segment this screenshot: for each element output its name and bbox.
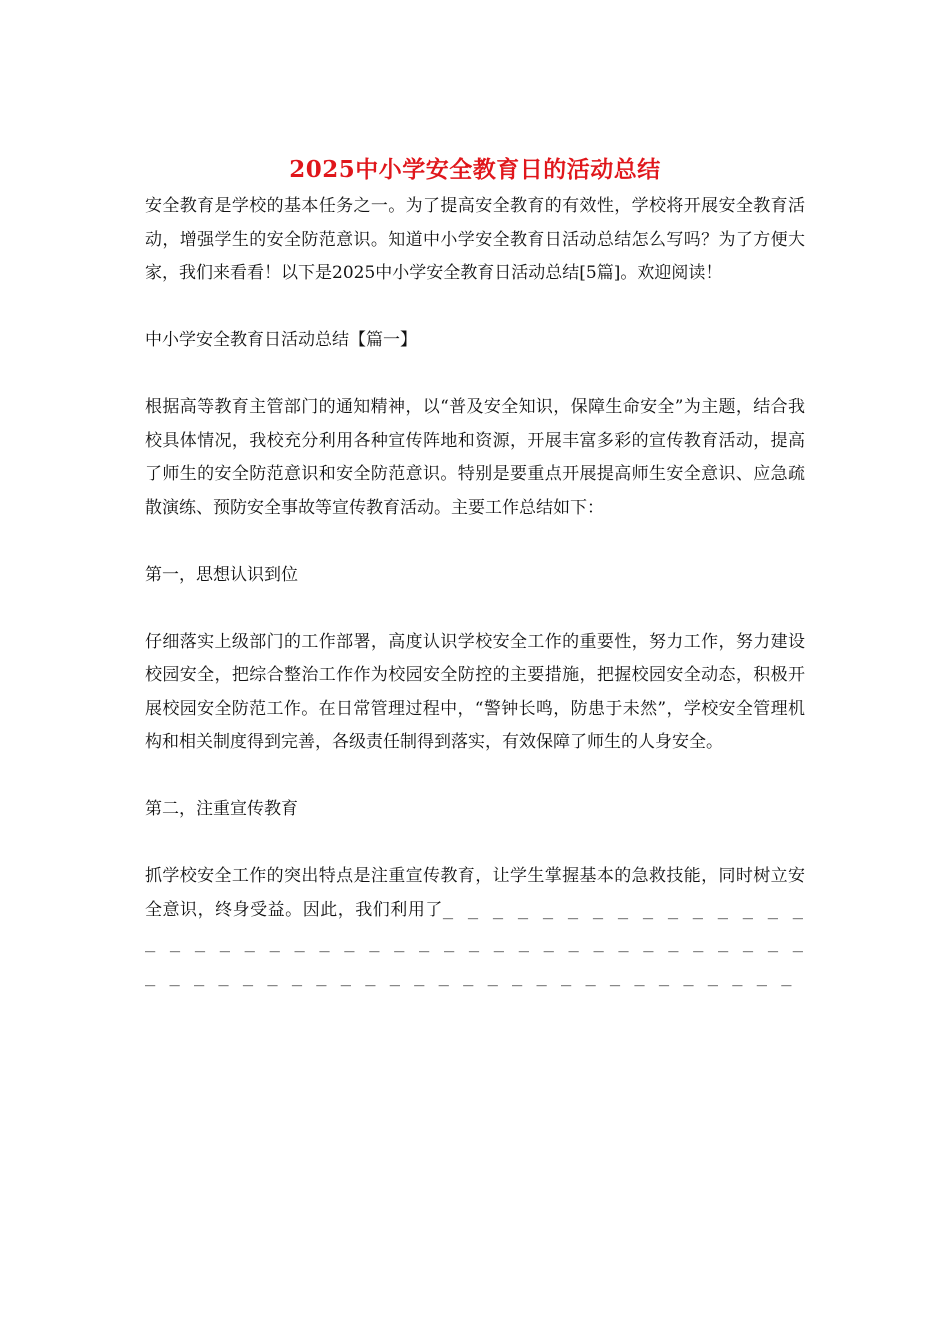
spacer: [145, 592, 805, 626]
spacer: [145, 525, 805, 559]
spacer: [145, 358, 805, 392]
intro-paragraph: 安全教育是学校的基本任务之一。为了提高安全教育的有效性，学校将开展安全教育活动，增强学生的安全防范意识。知道中小学安全教育日活动总结怎么写吗？为了方便大家，我们来看看！以下是2025中小学安全教育日活动总结[5篇]。欢迎阅读！: [145, 196, 805, 283]
point-two-text: 抓学校安全工作的突出特点是注重宣传教育，让学生掌握基本的急救技能，同时树立安全意识，终身受益。因此，我们利用了: [145, 866, 805, 920]
spacer: [145, 760, 805, 794]
spacer: [145, 291, 805, 325]
point-two-paragraph: [145, 860, 805, 994]
spacer: [145, 827, 805, 861]
fill-in-blank-line: _ _ _ _ _ _ _ _ _ _ _ _ _ _ _ _ _ _ _ _ _ _ _ _ _ _ _ _ _ _ _ _ _ _ _ _ _ _ _ _ _ _ _ _ _ _ _ _ _ _ _ _ _ _ _ _ _ _ _ _ _ _ _ _ _ _ _ _ _: [145, 899, 806, 987]
point-one-heading: 第一，思想认识到位: [145, 564, 298, 585]
point-one-paragraph: 仔细落实上级部门的工作部署，高度认识学校安全工作的重要性，努力工作，努力建设校园安全，把综合整治工作作为校园安全防控的主要措施，把握校园安全动态，积极开展校园安全防范工作。在日常管理过程中，“警钟长鸣，防患于未然”，学校安全管理机构和相关制度得到完善，各级责任制得到落实，有效保障了师生的人身安全。: [145, 631, 805, 752]
document-page: [145, 150, 805, 994]
section-heading: 中小学安全教育日活动总结【篇一】: [145, 330, 417, 350]
document-title: 2025中小学安全教育日的活动总结: [289, 156, 661, 183]
point-two-heading: 第二，注重宣传教育: [145, 799, 298, 819]
section-paragraph: 根据高等教育主管部门的通知精神，以“普及安全知识，保障生命安全”为主题，结合我校具体情况，我校充分利用各种宣传阵地和资源，开展丰富多彩的宣传教育活动，提高了师生的安全防范意识和安全防范意识。特别是要重点开展提高师生安全意识、应急疏散演练、预防安全事故等宣传教育活动。主要工作总结如下：: [145, 397, 805, 518]
